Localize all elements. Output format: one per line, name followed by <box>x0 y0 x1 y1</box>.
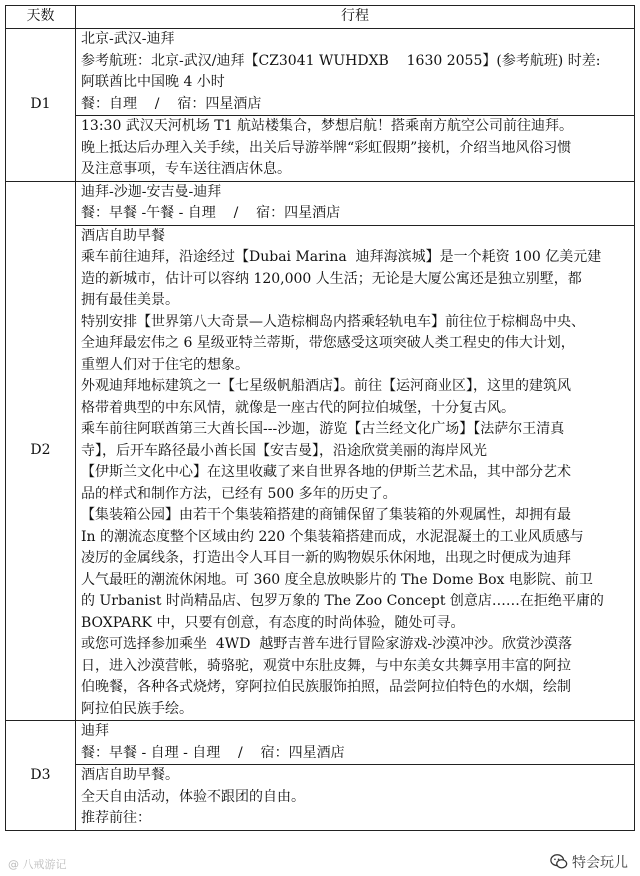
watermark-right <box>550 852 628 872</box>
d2-detail-line: 的 Urbanist 时尚精品店、包罗万象的 The Zoo Concept 创意店……在拒绝平庸的 <box>81 593 604 609</box>
d1-detail-row <box>6 116 635 182</box>
d2-detail-line: 外观迪拜地标建筑之一【七星级帆船酒店】。前往【运河商业区】，这里的建筑风 <box>81 378 571 394</box>
d2-summary-row <box>6 181 635 225</box>
d2-detail-line: 或您可选择参加乘坐 4WD 越野吉普车进行冒险家游戏-沙漠冲沙。欣赏沙漠落 <box>81 636 573 652</box>
d3-detail-line: 酒店自助早餐。 <box>81 767 179 783</box>
d3-title: 迪拜 <box>81 723 109 739</box>
d2-detail-line: In 的潮流态度整个区域由约 220 个集装箱搭建而成，水泥混凝土的工业风质感与 <box>81 528 584 545</box>
day-d1: D1 <box>6 29 76 182</box>
d2-detail-line: 重塑人们对于住宅的想象。 <box>81 356 249 373</box>
d2-detail-line: 伯晚餐，各种各式烧烤，穿阿拉伯民族服饰拍照，品尝阿拉伯特色的水烟，绘制 <box>81 679 571 695</box>
d1-summary-row <box>6 29 635 116</box>
header-itinerary: 行程 <box>76 6 635 29</box>
d2-detail-line: 酒店自助早餐 <box>81 227 165 244</box>
day-d2: D2 <box>6 181 76 721</box>
d2-detail-line: 乘车前往迪拜，沿途经过【Dubai Marina 迪拜海滨城】是一个耗资 100 亿美元建 <box>81 249 602 265</box>
d2-detail-line: 阿拉伯民族手绘。 <box>81 700 193 717</box>
day-d3: D3 <box>6 721 76 831</box>
d2-meals: 餐：早餐 -午餐 - 自理 / 宿：四星酒店 <box>81 205 341 221</box>
d2-detail-line: 凌厉的金属线条，打造出令人耳目一新的购物娱乐休闲地，出现之时便成为迪拜 <box>81 550 571 566</box>
d1-detail-line: 13:30 武汉天河机场 T1 航站楼集合，梦想启航！搭乘南方航空公司前往迪拜。 <box>81 118 573 134</box>
watermark-left: @ 八戒游记 <box>8 858 67 871</box>
d2-detail-line: 全迪拜最宏伟之 6 星级亚特兰蒂斯，带您感受这项突破人类工程史的伟大计划， <box>81 335 575 351</box>
d1-meals: 餐：自理 / 宿：四星酒店 <box>81 95 262 112</box>
header-day: 天数 <box>6 6 76 29</box>
d3-meals: 餐：早餐 - 自理 - 自理 / 宿：四星酒店 <box>81 744 345 761</box>
d2-title: 迪拜-沙迦-安吉曼-迪拜 <box>81 183 222 200</box>
d3-summary-row <box>6 721 635 765</box>
d2-summary <box>76 181 635 225</box>
d1-detail-line: 晚上抵达后办理入关手续，出关后导游举牌“彩虹假期”接机，介绍当地风俗习惯 <box>81 139 572 156</box>
d1-flight-line-2: 阿联酋比中国晚 4 小时 <box>81 74 225 90</box>
d2-detail-line: BOXPARK 中，只要有创意，有态度的时尚体验，随处可寻。 <box>81 614 465 631</box>
header-row <box>6 6 635 29</box>
d3-summary <box>76 721 635 765</box>
d2-detail-line: 人气最旺的潮流休闲地。可 360 度全息放映影片的 The Dome Box 电影院、前卫 <box>81 571 593 588</box>
d1-title: 北京-武汉-迪拜 <box>81 31 175 47</box>
d1-summary <box>76 29 635 116</box>
d2-detail-line: 品的样式和制作方法，已经有 500 多年的历史了。 <box>81 485 397 502</box>
d1-detail <box>76 116 635 182</box>
d2-detail-line: 【伊斯兰文化中心】在这里收藏了来自世界各地的伊斯兰艺术品，其中部分艺术 <box>81 464 571 480</box>
watermark-right-label: 特会玩儿 <box>572 855 628 871</box>
d3-detail-row <box>6 765 635 831</box>
d2-detail-row <box>6 225 635 721</box>
d1-flight-line-1: 参考航班：北京-武汉/迪拜【CZ3041 WUHDXB 1630 2055】(参考航班) 时差: <box>81 52 601 69</box>
d3-detail <box>76 765 635 831</box>
d1-detail-line: 及注意事项，专车送往酒店休息。 <box>81 161 291 177</box>
d3-detail-line: 推荐前往： <box>81 810 151 826</box>
d2-detail-line: 格带着典型的中东风情，就像是一座古代的阿拉伯城堡，十分复古风。 <box>81 399 515 416</box>
d2-detail-line: 寺】，后开车路径最小酋长国【安吉曼】，沿途欣赏美丽的海岸风光 <box>81 442 487 459</box>
watermark-bar <box>0 846 640 876</box>
chat-bubble-icon <box>550 853 568 871</box>
d2-detail <box>76 225 635 721</box>
d2-detail-line: 造的新城市，估计可以容纳 120,000 人生活；无论是大厦公寓还是独立别墅，都 <box>81 270 582 287</box>
d2-detail-line: 乘车前往阿联酋第三大酋长国---沙迦，游览【古兰经文化广场】【法萨尔王清真 <box>81 421 565 437</box>
d2-detail-line: 日，进入沙漠营帐，骑骆驼，观赏中东肚皮舞，与中东美女共舞享用丰富的阿拉 <box>81 657 571 674</box>
itinerary-table <box>5 5 635 831</box>
d2-detail-line: 特别安排【世界第八大奇景—人造棕榈岛内搭乘轻轨电车】前往位于棕榈岛中央、 <box>81 313 585 330</box>
d3-detail-line: 全天自由活动，体验不跟团的自由。 <box>81 788 305 805</box>
d2-detail-line: 拥有最佳美景。 <box>81 292 179 308</box>
d2-detail-line: 【集装箱公园】由若干个集装箱搭建的商铺保留了集装箱的外观属性，却拥有最 <box>81 507 571 523</box>
